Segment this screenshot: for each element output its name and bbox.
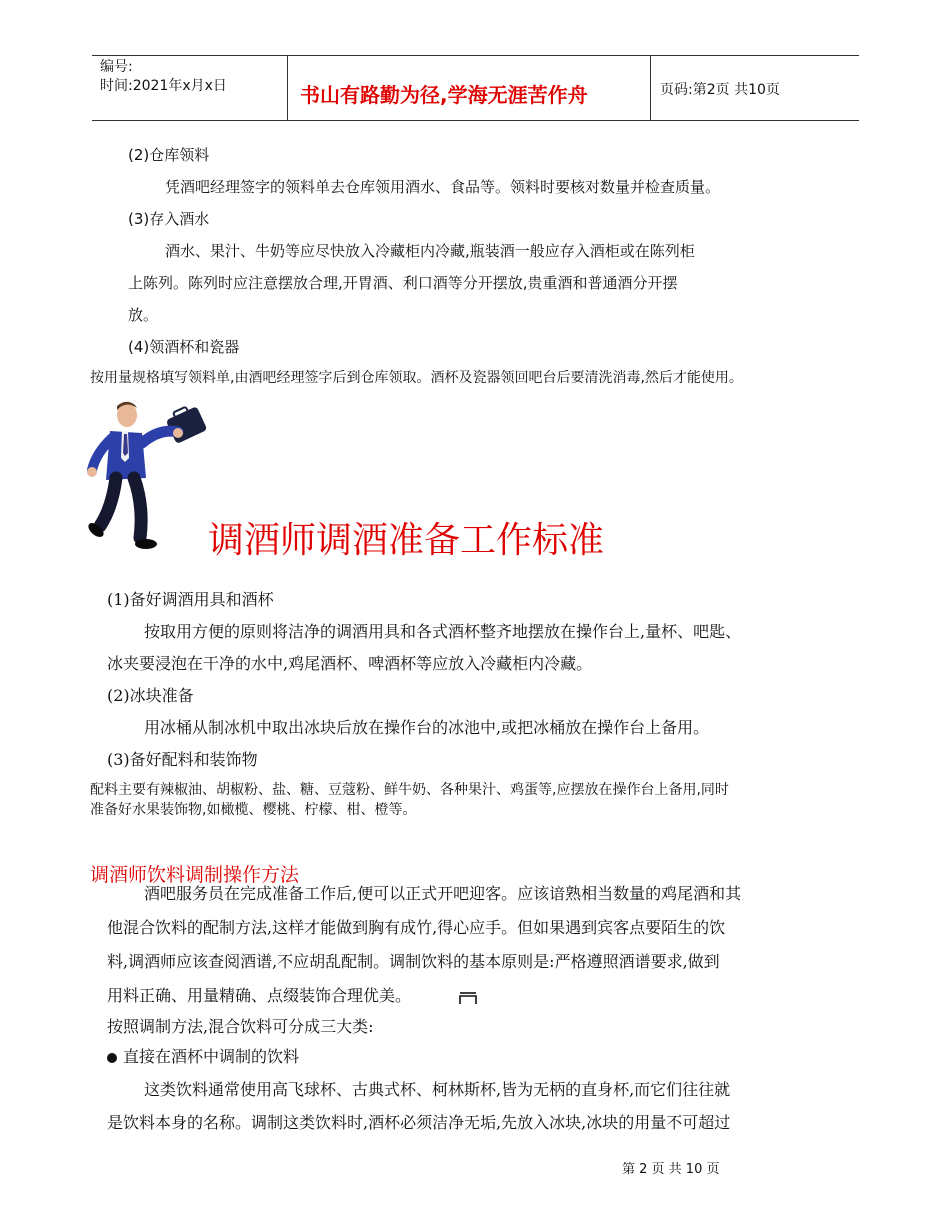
prep-3-line: 准备好水果装饰物,如橄榄、樱桃、柠檬、柑、橙等。 [90,802,417,818]
method-classify: 按照调制方法,混合饮料可分成三大类: [107,1017,374,1036]
bullet-dot-icon [107,1053,117,1063]
prep-1-line: 按取用方便的原则将洁净的调酒用具和各式酒杯整齐地摆放在操作台上,量杯、吧匙、 [144,622,742,641]
method-intro-line: 用料正确、用量精确、点缀装饰合理优美。 [107,986,412,1005]
item-3-line: 放。 [128,306,159,324]
item-4-body: 按用量规格填写领料单,由酒吧经理签字后到仓库领取。酒杯及瓷器领回吧台后要清洗消毒,然后才能使用。 [90,370,743,386]
item-2-body: 凭酒吧经理签字的领料单去仓库领用酒水、食品等。领料时要核对数量并检查质量。 [165,178,721,196]
prep-1-title: (1)备好调酒用具和酒杯 [107,590,274,609]
header-motto: 书山有路勤为径,学海无涯苦作舟 [300,83,588,107]
prep-2-body: 用冰桶从制冰机中取出冰块后放在操作台的冰池中,或把冰桶放在操作台上备用。 [144,718,710,737]
item-3-title: (3)存入酒水 [128,210,210,228]
bullet-item-label: 直接在酒杯中调制的饮料 [123,1047,300,1066]
header-top-rule [92,55,859,56]
footer-page-number: 第 2 页 共 10 页 [622,1162,720,1177]
header-divider-right [650,55,651,120]
method-intro-line: 他混合饮料的配制方法,这样才能做到胸有成竹,得心应手。但如果遇到宾客点要陌生的饮 [107,918,726,937]
bullet-item-direct [107,1047,299,1067]
header-page-number: 页码:第2页 共10页 [660,82,780,98]
prep-2-title: (2)冰块准备 [107,686,194,705]
prep-3-line: 配料主要有辣椒油、胡椒粉、盐、糖、豆蔻粉、鲜牛奶、各种果汁、鸡蛋等,应摆放在操作台上备用,同时 [90,782,729,798]
method-intro-line: 料,调酒师应该查阅酒谱,不应胡乱配制。调制饮料的基本原则是:严格遵照酒谱要求,做到 [107,952,720,971]
prep-1-line: 冰夹要浸泡在干净的水中,鸡尾酒杯、啤酒杯等应放入冷藏柜内冷藏。 [107,654,593,673]
item-2-title: (2)仓库领料 [128,146,210,164]
item-3-line: 上陈列。陈列时应注意摆放合理,开胃酒、利口酒等分开摆放,贵重酒和普通酒分开摆 [128,274,678,292]
header-date: 时间:2021年x月x日 [100,78,227,94]
bullet-body-line: 这类饮料通常使用高飞球杯、古典式杯、柯林斯杯,皆为无柄的直身杯,而它们往往就 [144,1080,731,1099]
method-intro-line: 酒吧服务员在完成准备工作后,便可以正式开吧迎客。应该谙熟相当数量的鸡尾酒和其 [144,884,742,903]
header-divider-left [287,55,288,120]
running-businessman-illustration [82,398,212,553]
method-section-title: 调酒师饮料调制操作方法 [90,864,300,886]
paragraph-mark-icon [458,990,478,1006]
item-3-line: 酒水、果汁、牛奶等应尽快放入冷藏柜内冷藏,瓶装酒一般应存入酒柜或在陈列柜 [165,242,695,260]
header-code-label: 编号: [100,59,133,75]
prep-3-title: (3)备好配料和装饰物 [107,750,258,769]
header-bottom-rule [92,120,859,121]
bullet-body-line: 是饮料本身的名称。调制这类饮料时,酒杯必须洁净无垢,先放入冰块,冰块的用量不可超过 [107,1113,731,1132]
item-4-title: (4)领酒杯和瓷器 [128,338,240,356]
banner-title: 调酒师调酒准备工作标准 [208,520,605,561]
